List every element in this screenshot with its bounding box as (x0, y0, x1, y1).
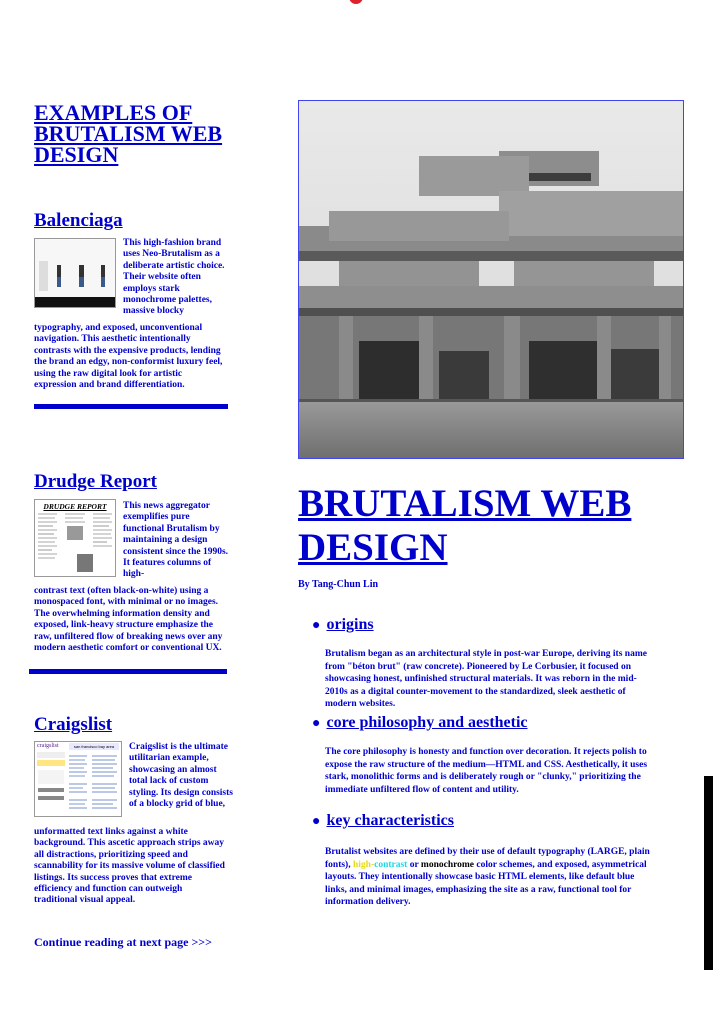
example-title-craigslist[interactable]: Craigslist (34, 714, 113, 735)
characteristics-text-a: Brutalist websites are defined by their use of default typography (LARGE, plain fonts), (325, 847, 650, 870)
divider-2 (29, 669, 227, 674)
high-word: high- (352, 859, 375, 870)
section-origins-body: Brutalism began as an architectural style in post-war Europe, deriving its name from "béton brut" (raw concrete). Pioneered by Le Corbusier, it focused on showcasing honest, unfinished structural materials. It was reborn in the mid-2010s as a digital counter-movement to the standardized, sleek aesthetic of modern websites. (325, 649, 647, 710)
balenciaga-text-full: typography, and exposed, unconventional navigation. This aesthetic intentionally contrasts with the expensive products, lending the brand an edgy, non-conformist luxury feel, using the raw digital look for artistic expression and brand differentiation. (34, 323, 223, 391)
example-title-drudge[interactable]: Drudge Report (34, 471, 157, 492)
byline: By Tang-Chun Lin (298, 579, 379, 590)
section-origins-label[interactable]: origins (326, 616, 374, 633)
bullet-icon: ● (312, 716, 321, 731)
examples-heading[interactable]: EXAMPLES OF BRUTALISM WEB DESIGN (34, 100, 223, 167)
craigslist-thumb-header: san francisco bay area (69, 743, 119, 750)
craigslist-thumbnail (34, 741, 122, 817)
divider-1 (34, 404, 228, 409)
top-red-mark (349, 0, 363, 4)
drudge-thumb-label: DRUDGE REPORT (43, 502, 107, 511)
section-characteristics-body (325, 846, 655, 909)
drudge-thumbnail (34, 499, 116, 577)
balenciaga-text-right: This high-fashion brand uses Neo-Brutalism as a deliberate artistic choice. Their website often employs stark monochrome palettes, massive blocky (123, 238, 225, 317)
monochrome-word: monochrome (420, 859, 475, 870)
contrast-word: contrast (374, 859, 408, 870)
drudge-text-full: contrast text (often black-on-white) using a monospaced font, with minimal or no images. The overwhelming information density and exposed, link-heavy structure emphasize the raw, unfiltered flow of breaking news over any modern aesthetic comfort or conventional UX. (34, 586, 223, 654)
main-title[interactable]: BRUTALISM WEB DESIGN (298, 482, 632, 569)
example-title-balenciaga[interactable]: Balenciaga (34, 210, 123, 231)
brutalist-building-photo (298, 100, 684, 459)
scrollbar[interactable] (704, 776, 713, 970)
continue-reading-link[interactable]: Continue reading at next page >>> (34, 935, 212, 949)
bullet-icon: ● (312, 618, 321, 633)
or-word: or (407, 859, 421, 870)
section-philosophy-label[interactable]: core philosophy and aesthetic (326, 714, 528, 731)
craigslist-text-full: unformatted text links against a white background. This ascetic approach strips away all distractions, prioritizing speed and scannability for its massive volume of classified listings. Its success proves that extreme efficiency and function can outweigh traditional visual appeal. (34, 827, 225, 906)
section-characteristics-label[interactable]: key characteristics (326, 812, 454, 829)
characteristics-text-b: color schemes, and exposed, asymmetrical layouts. They intentionally showcase basic HTML elements, like default blue links, and minimal images, emphasizing the site as a raw, functional tool for information delivery. (325, 859, 647, 908)
craigslist-thumb-label: craigslist (37, 743, 59, 749)
drudge-text-right: This news aggregator exemplifies pure functional Brutalism by maintaining a design consistent since the 1990s. It features columns of high- (123, 501, 229, 580)
section-philosophy-body: The core philosophy is honesty and function over decoration. It rejects polish to expose the raw structure of the medium—HTML and CSS. Aesthetically, it uses stark, monolithic forms and is deliberately rough or "clunky," prioritizing the immediate unfiltered flow of content and utility. (325, 747, 648, 795)
section-origins-title[interactable] (312, 616, 374, 634)
bullet-icon: ● (312, 814, 321, 829)
balenciaga-thumbnail (34, 238, 116, 308)
section-philosophy-title[interactable] (312, 714, 528, 732)
craigslist-text-right: Craigslist is the ultimate utilitarian example, showcasing an almost total lack of custom styling. Its design consists of a blocky grid of blue, (129, 742, 233, 810)
section-characteristics-title[interactable] (312, 812, 454, 830)
